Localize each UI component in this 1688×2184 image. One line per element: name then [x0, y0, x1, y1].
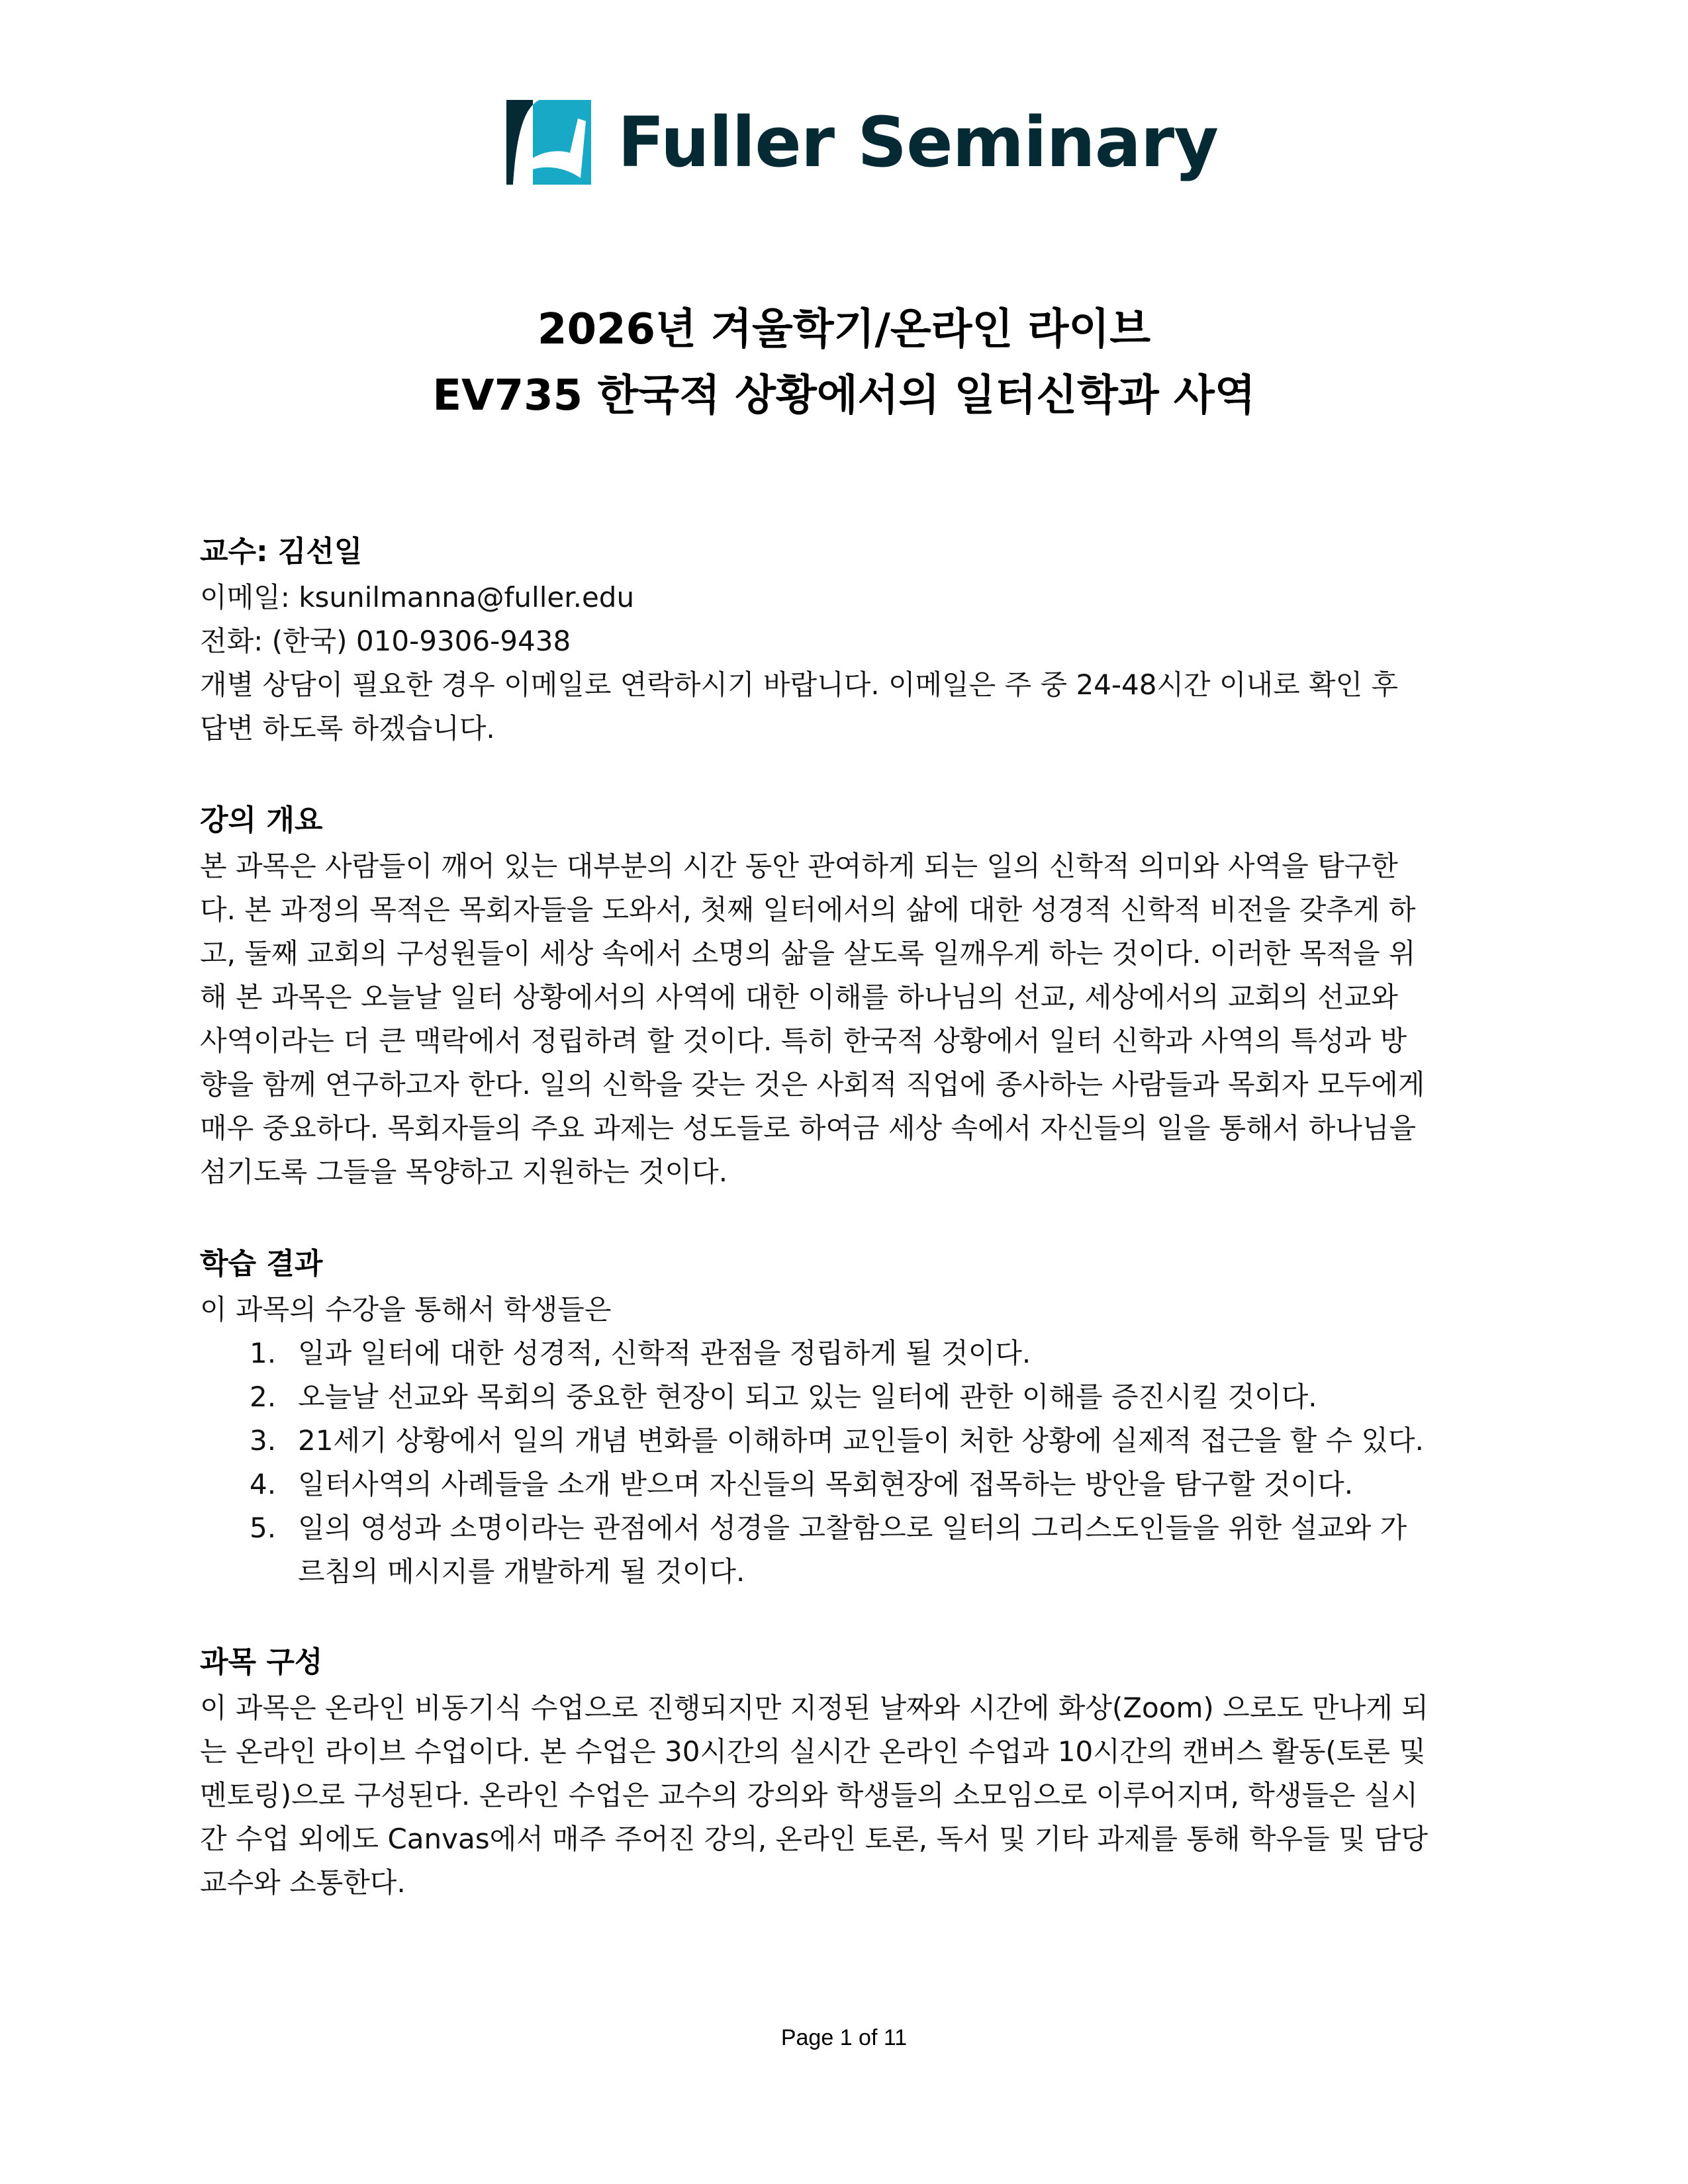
structure-line: 교수와 소통한다. [200, 1866, 406, 1899]
outcome-text: 일과 일터에 대한 성경적, 신학적 관점을 정립하게 될 것이다. [298, 1337, 1031, 1369]
logo-wordmark: Fuller Seminary [618, 102, 1218, 183]
outcome-number: 1. [250, 1337, 277, 1369]
instructor-phone: 전화: (한국) 010-9306-9438 [200, 625, 571, 657]
outcomes-heading: 학습 결과 [200, 1247, 323, 1281]
outcome-number: 4. [250, 1468, 277, 1500]
structure-line: 는 온라인 라이브 수업이다. 본 수업은 30시간의 실시간 온라인 수업과 10시간의 캔버스 활동(토론 및 [200, 1735, 1426, 1768]
overview-line: 다. 본 과정의 목적은 목회자들을 도와서, 첫째 일터에서의 삶에 대한 성경적 신학적 비전을 갖추게 하 [200, 893, 1416, 926]
structure-line: 멘토링)으로 구성된다. 온라인 수업은 교수의 강의와 학생들의 소모임으로 이루어지며, 학생들은 실시 [200, 1779, 1419, 1811]
page-number: Page 1 of 11 [780, 2025, 908, 2050]
structure-heading: 과목 구성 [200, 1645, 323, 1679]
instructor-note-line: 개별 상담이 필요한 경우 이메일로 연락하시기 바랍니다. 이메일은 주 중 24-48시간 이내로 확인 후 [200, 668, 1399, 701]
instructor-heading: 교수: 김선일 [200, 535, 363, 569]
structure-line: 이 과목은 온라인 비동기식 수업으로 진행되지만 지정된 날짜와 시간에 화상(Zoom) 으로도 만나게 되 [200, 1692, 1429, 1724]
outcome-text: 21세기 상황에서 일의 개념 변화를 이해하며 교인들이 처한 상황에 실제적 접근을 할 수 있다. [298, 1424, 1424, 1457]
outcome-number: 5. [250, 1512, 277, 1544]
course-name-title: EV735 한국적 상황에서의 일터신학과 사역 [432, 371, 1256, 420]
outcome-item [250, 1383, 1317, 1411]
outcome-text: 오늘날 선교와 목회의 중요한 현장이 되고 있는 일터에 관한 이해를 증진시킬 것이다. [298, 1381, 1317, 1413]
overview-heading: 강의 개요 [200, 803, 323, 837]
instructor-note-line: 답변 하도록 하겠습니다. [200, 712, 495, 745]
outcome-text: 일터사역의 사례들을 소개 받으며 자신들의 목회현장에 접목하는 방안을 탐구할 것이다. [298, 1468, 1354, 1500]
overview-line: 향을 함께 연구하고자 한다. 일의 신학을 갖는 것은 사회적 직업에 종사하는 사람들과 목회자 모두에게 [200, 1068, 1425, 1101]
outcome-number: 3. [250, 1424, 277, 1457]
overview-line: 사역이라는 더 큰 맥락에서 정립하려 할 것이다. 특히 한국적 상황에서 일터 신학과 사역의 특성과 방 [200, 1024, 1407, 1057]
outcome-item [250, 1514, 1407, 1542]
overview-line: 고, 둘째 교회의 구성원들이 세상 속에서 소명의 삶을 살도록 일깨우게 하는 것이다. 이러한 목적을 위 [200, 937, 1416, 970]
outcomes-intro: 이 과목의 수강을 통해서 학생들은 [200, 1293, 612, 1326]
structure-line: 간 수업 외에도 Canvas에서 매주 주어진 강의, 온라인 토론, 독서 및 기타 과제를 통해 학우들 및 담당 [200, 1823, 1429, 1855]
fuller-logo [506, 99, 1218, 185]
outcome-text-continuation: 르침의 메시지를 개발하게 될 것이다. [298, 1555, 745, 1588]
overview-line: 본 과목은 사람들이 깨어 있는 대부분의 시간 동안 관여하게 되는 일의 신학적 의미와 사역을 탐구한 [200, 850, 1398, 882]
overview-line: 섬기도록 그들을 목양하고 지원하는 것이다. [200, 1156, 728, 1188]
outcome-item [250, 1337, 1031, 1369]
outcome-item [250, 1468, 1354, 1500]
overview-line: 매우 중요하다. 목회자들의 주요 과제는 성도들로 하여금 세상 속에서 자신들의 일을 통해서 하나님을 [200, 1112, 1417, 1144]
outcome-text: 일의 영성과 소명이라는 관점에서 성경을 고찰함으로 일터의 그리스도인들을 위한 설교와 가 [298, 1512, 1407, 1544]
course-term-title: 2026년 겨울학기/온라인 라이브 [537, 305, 1151, 354]
instructor-email: 이메일: ksunilmanna@fuller.edu [200, 581, 635, 614]
overview-line: 해 본 과목은 오늘날 일터 상황에서의 사역에 대한 이해를 하나님의 선교, 세상에서의 교회의 선교와 [200, 981, 1398, 1013]
outcome-number: 2. [250, 1381, 277, 1413]
outcome-item [250, 1424, 1424, 1457]
open-book-logo-icon [506, 100, 591, 185]
